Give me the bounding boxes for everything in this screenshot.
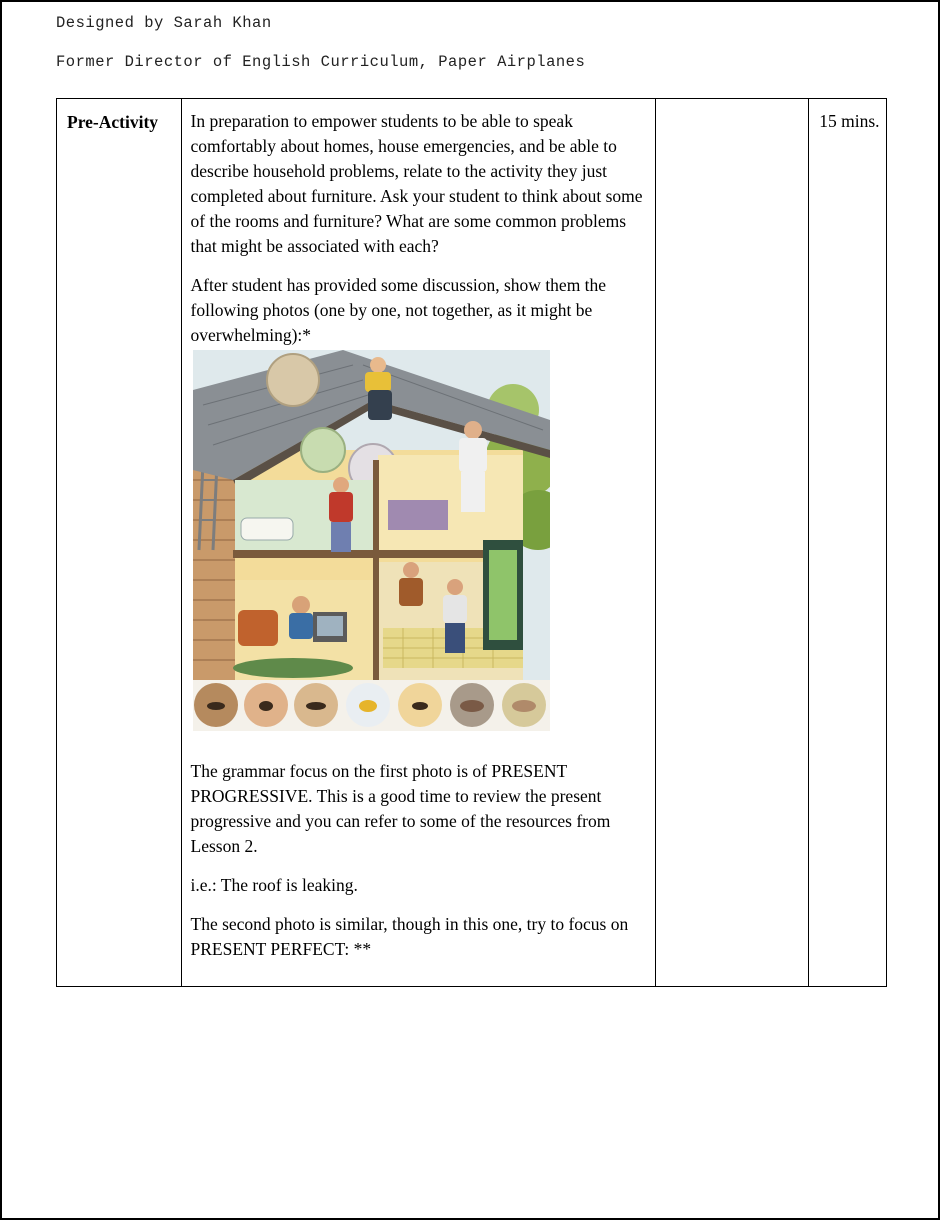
instruction-paragraph: After student has provided some discussion, show them the following photos (one by one, not together, as it might be overwhelming):* <box>190 275 607 345</box>
time-cell <box>809 99 887 987</box>
example-paragraph: i.e.: The roof is leaking. <box>190 875 358 895</box>
designer-credit: Designed by Sarah Khan <box>56 14 272 32</box>
intro-paragraph: In preparation to empower students to be able to speak comfortably about homes, house emergencies, and be able to describe household problems, relate to the activity they just completed about furniture. Ask your student to think about some of the rooms and furniture? What are some common problems that might be associated with each? <box>190 111 643 256</box>
activity-label-cell <box>57 99 182 987</box>
second-photo-paragraph: The second photo is similar, though in this one, try to focus on PRESENT PERFECT: ** <box>190 914 629 959</box>
activity-duration: 15 mins. <box>819 111 880 131</box>
table-row <box>57 99 887 987</box>
activity-label: Pre-Activity <box>67 112 159 132</box>
lesson-plan-table <box>56 98 887 987</box>
grammar-focus-paragraph: The grammar focus on the first photo is of PRESENT PROGRESSIVE. This is a good time to review the present progressive and you can refer to some of the resources from Lesson 2. <box>190 761 611 856</box>
designer-role: Former Director of English Curriculum, Paper Airplanes <box>56 53 586 71</box>
house-problems-illustration <box>193 350 550 731</box>
activity-description-cell <box>181 99 655 987</box>
empty-notes-cell <box>655 99 809 987</box>
